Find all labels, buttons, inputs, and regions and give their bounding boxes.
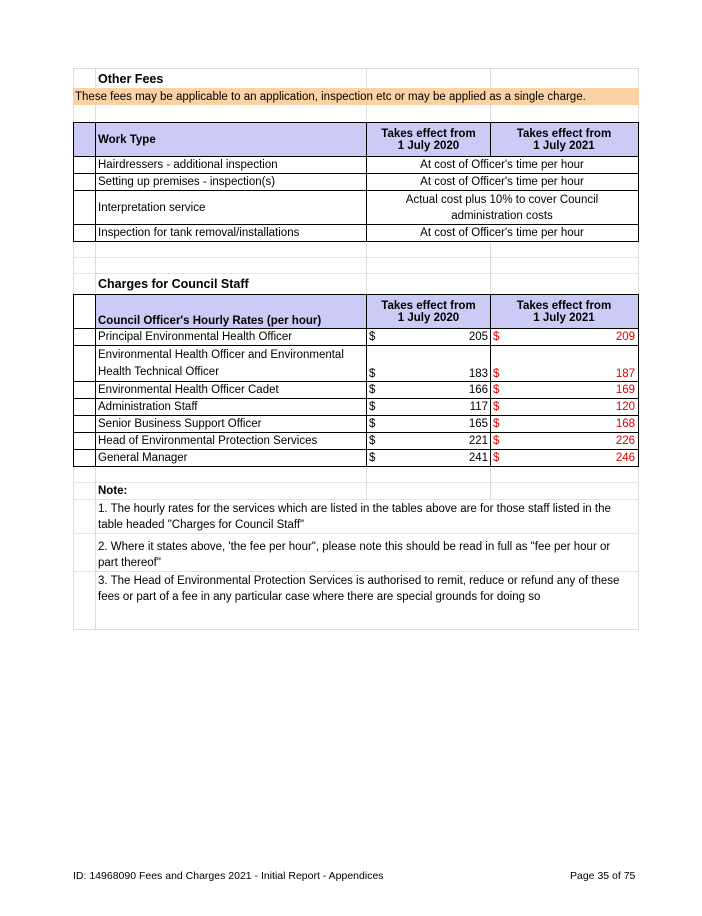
fee-2021-cell — [490, 329, 637, 345]
notes-title-row — [73, 483, 639, 500]
staff-role-cell: Administration Staff — [98, 401, 198, 413]
staff-role-cell: Environmental Health Officer Cadet — [98, 384, 279, 396]
fee-2020-header — [366, 123, 490, 156]
fee-2020-value: 166 — [468, 384, 488, 396]
fee-cell: At cost of Officer's time per hour — [366, 174, 637, 190]
table-row — [73, 329, 639, 346]
note-item — [73, 500, 639, 534]
currency-symbol: $ — [369, 401, 376, 413]
fee-2020-value: 165 — [468, 418, 488, 430]
fee-2020-cell — [366, 399, 490, 415]
currency-symbol: $ — [369, 331, 376, 343]
currency-symbol: $ — [493, 384, 500, 396]
fee-2020-cell — [366, 329, 490, 345]
fee-2021-cell — [490, 416, 637, 432]
staff-role-cell — [96, 346, 366, 381]
fee-cell-line2: administration costs — [451, 209, 553, 222]
fee-2020-cell — [366, 450, 490, 466]
fee-2021-cell — [490, 433, 637, 449]
fee-2021-header-line1: Takes effect from — [516, 127, 612, 140]
fee-2020-header-line1: Takes effect from — [381, 299, 476, 312]
table-row — [73, 416, 639, 433]
staff-role-cell: Senior Business Support Officer — [98, 418, 262, 430]
fee-2021-value: 187 — [615, 368, 635, 380]
staff-role-cell: Head of Environmental Protection Services — [98, 435, 318, 447]
fee-cell: At cost of Officer's time per hour — [366, 157, 637, 173]
table-row — [73, 346, 639, 382]
note-item — [73, 572, 639, 630]
table-row — [73, 174, 639, 191]
fee-2020-cell — [366, 382, 490, 398]
currency-symbol: $ — [493, 452, 500, 464]
work-type-cell: Hairdressers - additional inspection — [98, 159, 278, 171]
currency-symbol: $ — [493, 401, 500, 413]
fee-2021-value: 246 — [615, 452, 635, 464]
staff-role-cell: General Manager — [98, 452, 188, 464]
fee-2021-cell — [490, 382, 637, 398]
fee-2020-value: 205 — [468, 331, 488, 343]
fee-2020-header — [366, 295, 490, 328]
work-type-header-label: Work Type — [98, 133, 156, 146]
spacer-row — [73, 242, 639, 258]
fee-2020-header-line1: Takes effect from — [381, 127, 476, 140]
currency-symbol: $ — [369, 368, 376, 380]
fee-2021-cell — [490, 450, 637, 466]
table-row — [73, 225, 639, 242]
other-fees-notice-row — [73, 88, 639, 105]
fee-2020-header-line2: 1 July 2020 — [397, 139, 460, 152]
fee-cell — [366, 191, 637, 224]
table-row — [73, 433, 639, 450]
fee-2020-header-line2: 1 July 2020 — [397, 311, 460, 324]
currency-symbol: $ — [369, 435, 376, 447]
notes-title: Note: — [98, 485, 128, 497]
note-line: 3. The Head of Environmental Protection Services is authorised to remit, reduce or refund any of these — [98, 575, 620, 587]
table-row — [73, 450, 639, 467]
fee-2021-header-line2: 1 July 2021 — [533, 139, 595, 152]
staff-role-line2: Health Technical Officer — [98, 365, 220, 378]
fee-2021-value: 168 — [615, 418, 635, 430]
spacer-row — [73, 258, 639, 274]
currency-symbol: $ — [369, 452, 376, 464]
note-item — [73, 534, 639, 572]
fee-2020-value: 221 — [468, 435, 488, 447]
fee-cell: At cost of Officer's time per hour — [366, 225, 637, 241]
note-line: 1. The hourly rates for the services which are listed in the tables above are for those staff listed in the — [98, 503, 611, 515]
currency-symbol: $ — [369, 384, 376, 396]
fee-2021-value: 120 — [615, 401, 635, 413]
fee-cell-line1: Actual cost plus 10% to cover Council — [405, 193, 599, 206]
footer-page-number: Page 35 of 75 — [570, 870, 636, 882]
other-fees-title-row — [73, 68, 639, 88]
fee-2021-value: 226 — [615, 435, 635, 447]
work-type-cell: Inspection for tank removal/installations — [98, 227, 300, 239]
table-row — [73, 382, 639, 399]
spreadsheet-page — [73, 68, 639, 630]
staff-role-line1: Environmental Health Officer and Environmental — [98, 348, 344, 361]
fee-2020-cell — [366, 346, 490, 381]
note-text — [96, 500, 639, 533]
fee-2020-value: 183 — [468, 368, 488, 380]
fee-2020-value: 117 — [469, 401, 488, 413]
note-line: part thereof" — [98, 557, 161, 569]
work-type-header — [73, 122, 639, 157]
table-row — [73, 157, 639, 174]
staff-role-cell: Principal Environmental Health Officer — [98, 331, 293, 343]
fee-2021-header-line1: Takes effect from — [516, 299, 612, 312]
fee-2021-header — [490, 123, 637, 156]
footer-doc-id: ID: 14968090 Fees and Charges 2021 - Initial Report - Appendices — [73, 870, 384, 882]
currency-symbol: $ — [493, 435, 500, 447]
council-staff-title: Charges for Council Staff — [98, 277, 249, 291]
fee-2021-value: 209 — [615, 331, 635, 343]
note-line: table headed "Charges for Council Staff" — [98, 519, 305, 531]
staff-rates-header-label: Council Officer's Hourly Rates (per hour) — [98, 315, 322, 327]
fee-2020-value: 241 — [468, 452, 488, 464]
council-staff-title-row — [73, 274, 639, 294]
fee-2021-value: 169 — [615, 384, 635, 396]
table-row — [73, 191, 639, 225]
note-text — [96, 572, 639, 629]
currency-symbol: $ — [493, 331, 500, 343]
note-line: fees or part of a fee in any particular case where there are special grounds for doing so — [98, 591, 541, 603]
currency-symbol: $ — [369, 418, 376, 430]
fee-2020-cell — [366, 433, 490, 449]
currency-symbol: $ — [493, 418, 500, 430]
currency-symbol: $ — [493, 368, 500, 380]
note-text — [96, 534, 639, 571]
work-type-cell: Interpretation service — [98, 201, 206, 214]
other-fees-title: Other Fees — [98, 71, 164, 86]
table-row — [73, 399, 639, 416]
spacer-row — [73, 467, 639, 483]
note-line: 2. Where it states above, 'the fee per hour", please note this should be read in full as "fee per hour or — [98, 541, 611, 553]
fee-2021-header — [490, 295, 637, 328]
fee-2021-cell — [490, 346, 637, 381]
fee-2020-cell — [366, 416, 490, 432]
work-type-cell: Setting up premises - inspection(s) — [98, 176, 276, 188]
staff-rates-header — [73, 294, 639, 329]
fee-2021-header-line2: 1 July 2021 — [533, 311, 595, 324]
fee-2021-cell — [490, 399, 637, 415]
spacer-row — [73, 105, 639, 122]
other-fees-notice: These fees may be applicable to an application, inspection etc or may be applied as a single charge. — [75, 90, 586, 103]
